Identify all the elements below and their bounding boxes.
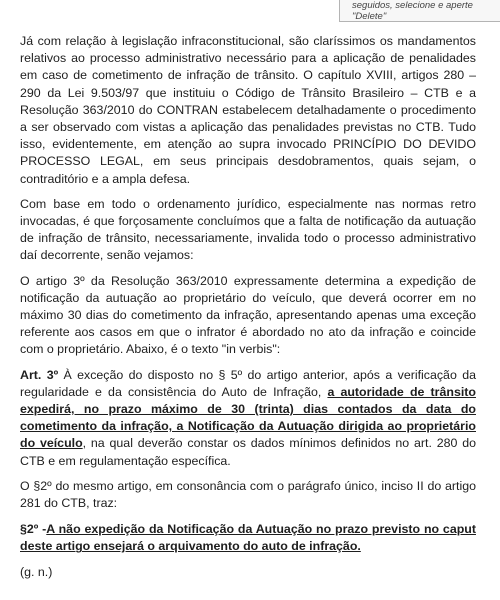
- section-2-label: §2º -: [20, 522, 47, 537]
- article-3-label: Art. 3º: [20, 367, 59, 382]
- comment-note-line-1: seguidos, selecione e aperte: [352, 0, 473, 11]
- paragraph-conclusion: Com base em todo o ordenamento jurídico, especialmente nas normas retro invocadas, é que forçosamente concluímos que a falta de notificação da autuação de infração de trânsito, necessariamente, invalida todo o processo administrativo daí decorrente, senão vejamos:: [20, 196, 476, 263]
- emphasis-note: (g. n.): [20, 564, 53, 579]
- comment-note: [339, 0, 500, 22]
- paragraph-legislation: Já com relação à legislação infraconstitucional, são claríssimos os mandamentos relativos ao processo administrativo necessário para a aplicação de penalidades em caso de cometimento de infração de trânsito. O capítulo XVIII, artigos 280 – 290 da Lei 9.503/97 que instituiu o Código de Trânsito Brasileiro – CTB e a Resolução 363/2010 do CONTRAN estabelecem detalhadamente o procedimento a ser observado com vistas a aplicação das penalidades previstas no CTB. Tudo isso, evidentemente, em atenção ao supra invocado PRINCÍPIO DO DEVIDO PROCESSO LEGAL, em seus principais desdobramentos, quais sejam, o contraditório e a ampla defesa.: [20, 34, 476, 186]
- paragraph-section-2-intro: O §2º do mesmo artigo, em consonância com o parágrafo único, inciso II do artigo 281 do CTB, traz:: [20, 478, 476, 511]
- document-page: [20, 33, 476, 581]
- quote-section-2: [20, 521, 476, 555]
- section-2-text: A não expedição da Notificação da Autuação no prazo previsto no caput deste artigo ensejará o arquivamento do auto de infração.: [20, 522, 476, 554]
- paragraph-article-3-intro: O artigo 3º da Resolução 363/2010 expressamente determina a expedição de notificação da autuação ao proprietário do veículo, que deverá ocorrer em no máximo 30 dias do cometimento da infração, apresentando apenas uma exceção referente aos casos em que o infrator é abordado no ato da infração e coincide com o proprietário. Abaixo, é o texto "in verbis":: [20, 273, 476, 357]
- article-3-text-after: , na qual deverão constar os dados mínimos definidos no art. 280 do CTB e em regulamentação específica.: [20, 436, 476, 468]
- comment-note-line-2: "Delete": [352, 11, 387, 22]
- article-3-text-before: À exceção do disposto no § 5º do artigo anterior, após a verificação da regularidade e da consistência do Auto de Infração,: [20, 367, 476, 399]
- article-3-emphasis: a autoridade de trânsito expedirá, no prazo máximo de 30 (trinta) dias contados da data do cometimento da infração, a Notificação da Autuação dirigida ao proprietário do veículo: [20, 384, 476, 451]
- quote-article-3: [20, 367, 476, 470]
